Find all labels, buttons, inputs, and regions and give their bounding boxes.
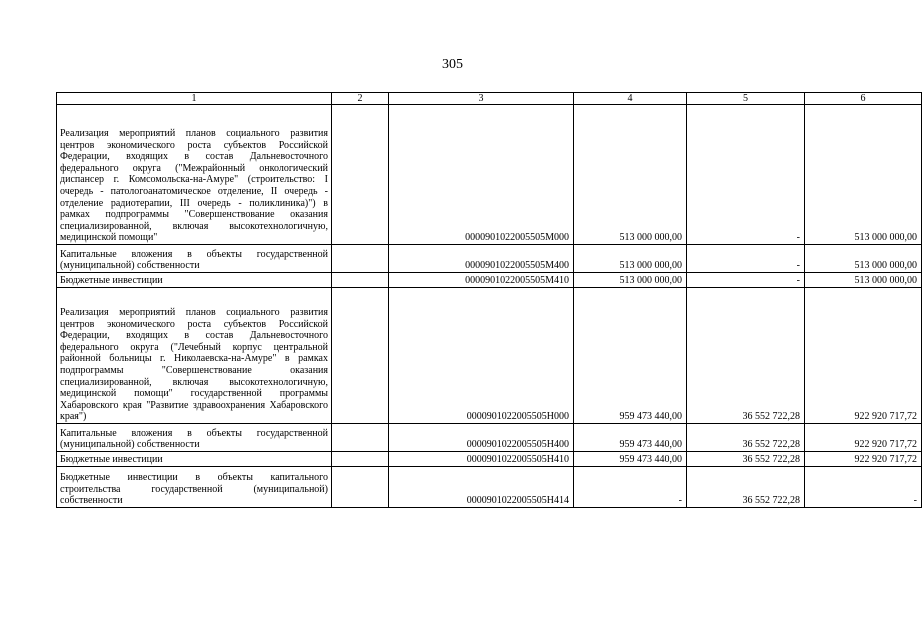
row-col6: 513 000 000,00 <box>805 245 922 273</box>
row-col5: 36 552 722,28 <box>687 452 805 467</box>
budget-table <box>56 92 922 508</box>
row-col2 <box>332 467 389 508</box>
row-col2 <box>332 424 389 452</box>
header-cell: 3 <box>389 93 574 105</box>
row-col5: - <box>687 105 805 245</box>
row-col2 <box>332 105 389 245</box>
table-row <box>57 288 922 424</box>
row-col4: 959 473 440,00 <box>574 424 687 452</box>
table-row <box>57 245 922 273</box>
row-code: 0000901022005505Н000 <box>389 288 574 424</box>
row-name: Капитальные вложения в объекты государственной (муниципальной) собственности <box>57 424 332 452</box>
table-row <box>57 273 922 288</box>
row-col4: 513 000 000,00 <box>574 273 687 288</box>
row-col2 <box>332 273 389 288</box>
row-col5: 36 552 722,28 <box>687 288 805 424</box>
table-row <box>57 467 922 508</box>
row-col2 <box>332 288 389 424</box>
row-name: Реализация мероприятий планов социального развития центров экономического роста субъектов Российской Федерации, входящих в состав Дальневосточного федерального округа ("Лечебный корпус центральной районной больницы г. Николаевска-на-Амуре" в рамках подпрограммы "Совершенствование оказания специализированной, включая высокотехнологичную, медицинской помощи" государственной программы Хабаровского края "Развитие здравоохранения Хабаровского края") <box>57 288 332 424</box>
table-row <box>57 424 922 452</box>
row-col6: - <box>805 467 922 508</box>
row-code: 0000901022005505М400 <box>389 245 574 273</box>
table-header-row <box>57 93 922 105</box>
row-col6: 513 000 000,00 <box>805 273 922 288</box>
header-cell: 1 <box>57 93 332 105</box>
row-col6: 922 920 717,72 <box>805 452 922 467</box>
page-number: 305 <box>442 57 463 72</box>
row-code: 0000901022005505М410 <box>389 273 574 288</box>
table-row <box>57 105 922 245</box>
row-col5: - <box>687 273 805 288</box>
table-row <box>57 452 922 467</box>
row-col5: 36 552 722,28 <box>687 424 805 452</box>
header-cell: 5 <box>687 93 805 105</box>
header-cell: 4 <box>574 93 687 105</box>
row-name: Капитальные вложения в объекты государственной (муниципальной) собственности <box>57 245 332 273</box>
row-col5: - <box>687 245 805 273</box>
row-code: 0000901022005505М000 <box>389 105 574 245</box>
row-col5: 36 552 722,28 <box>687 467 805 508</box>
row-code: 0000901022005505Н414 <box>389 467 574 508</box>
row-col2 <box>332 245 389 273</box>
row-name: Бюджетные инвестиции <box>57 273 332 288</box>
header-cell: 2 <box>332 93 389 105</box>
row-name: Реализация мероприятий планов социального развития центров экономического роста субъектов Российской Федерации, входящих в состав Дальневосточного федерального округа ("Межрайонный онкологический диспансер г. Комсомольска-на-Амуре" (строительство: I очередь - патологоанатомическое отделение, II очередь - отделение радиотерапии, III очередь - поликлиника)") в рамках подпрограммы "Совершенствование оказания специализированной, включая высокотехнологичную, медицинской помощи" <box>57 105 332 245</box>
row-col4: 959 473 440,00 <box>574 452 687 467</box>
row-col6: 922 920 717,72 <box>805 424 922 452</box>
row-col4: 513 000 000,00 <box>574 245 687 273</box>
row-col4: - <box>574 467 687 508</box>
header-cell: 6 <box>805 93 922 105</box>
row-col6: 922 920 717,72 <box>805 288 922 424</box>
row-col6: 513 000 000,00 <box>805 105 922 245</box>
row-col4: 959 473 440,00 <box>574 288 687 424</box>
row-code: 0000901022005505Н410 <box>389 452 574 467</box>
row-name: Бюджетные инвестиции в объекты капитального строительства государственной (муниципальной) собственности <box>57 467 332 508</box>
row-col2 <box>332 452 389 467</box>
row-code: 0000901022005505Н400 <box>389 424 574 452</box>
row-col4: 513 000 000,00 <box>574 105 687 245</box>
row-name: Бюджетные инвестиции <box>57 452 332 467</box>
